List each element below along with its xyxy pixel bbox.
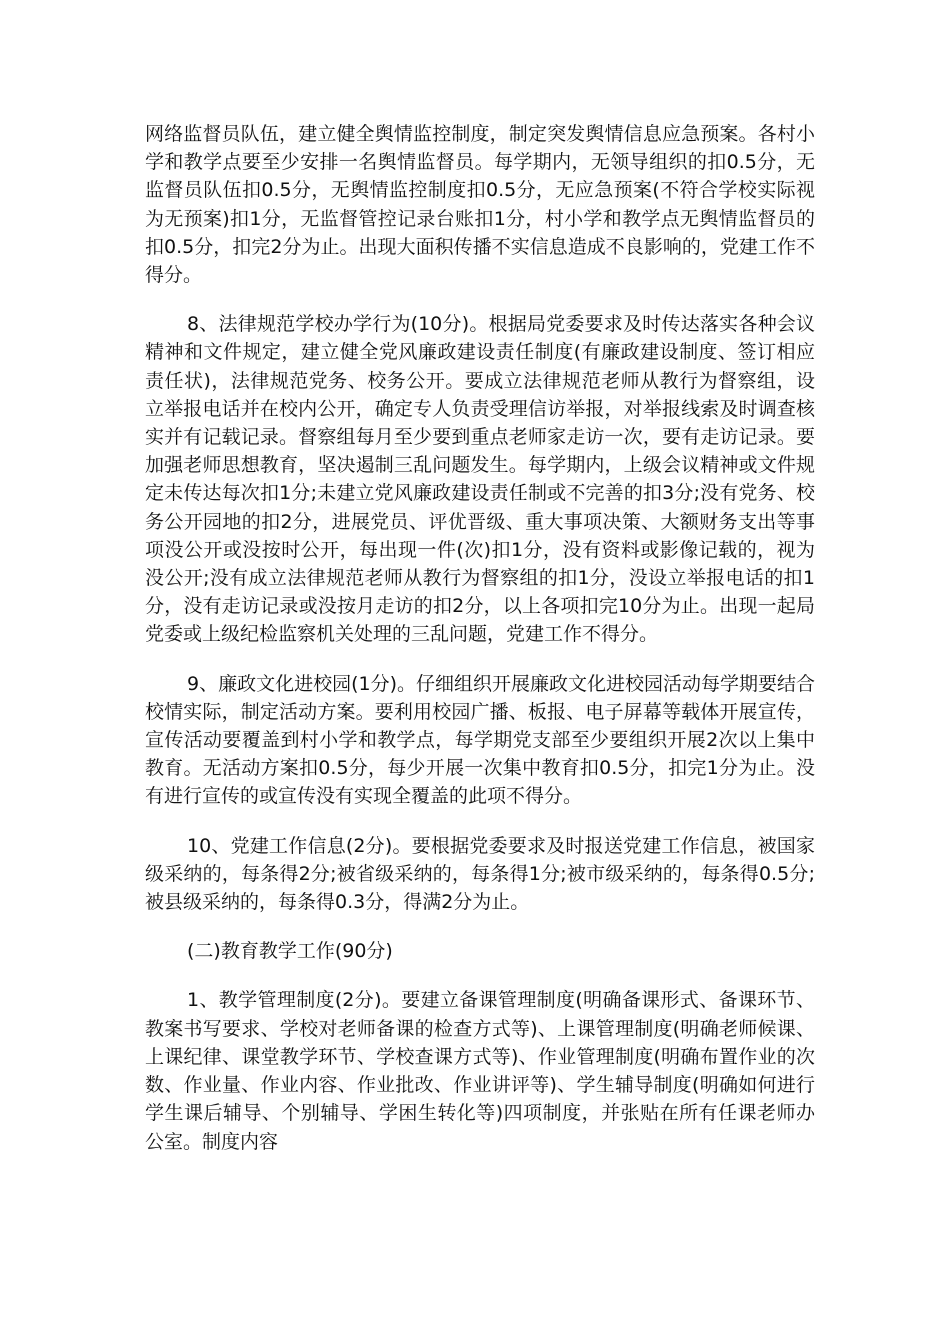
section-heading-education-work: (二)教育教学工作(90分) xyxy=(187,940,393,963)
paragraph-item-10-party-info: 10、党建工作信息(2分)。要根据党委要求及时报送党建工作信息，被国家级采纳的，每条得2分;被省级采纳的，每条得1分;被市级采纳的，每条得0.5分;被县级采纳的，每条得0.3分，得满2分为止。 xyxy=(145,834,815,914)
document-body xyxy=(145,120,815,1177)
paragraph-item-9-integrity-culture: 9、廉政文化进校园(1分)。仔细组织开展廉政文化进校园活动每学期要结合校情实际，制定活动方案。要利用校园广播、板报、电子屏幕等载体开展宣传，宣传活动要覆盖到村小学和教学点，每学期党支部至少要组织开展2次以上集中教育。无活动方案扣0.5分，每少开展一次集中教育扣0.5分，扣完1分为止。没有进行宣传的或宣传没有实现全覆盖的此项不得分。 xyxy=(145,672,816,808)
paragraph-1-continuation: 网络监督员队伍，建立健全舆情监控制度，制定突发舆情信息应急预案。各村小学和教学点要至少安排一名舆情监督员。每学期内，无领导组织的扣0.5分，无监督员队伍扣0.5分，无舆情监控制度扣0.5分，无应急预案(不符合学校实际视为无预案)扣1分，无监督管控记录台账扣1分，村小学和教学点无舆情监督员的扣0.5分，扣完2分为止。出现大面积传播不实信息造成不良影响的，党建工作不得分。 xyxy=(145,123,815,287)
paragraph-item-8-school-conduct: 8、法律规范学校办学行为(10分)。根据局党委要求及时传达落实各种会议精神和文件规定，建立健全党风廉政建设责任制度(有廉政建设制度、签订相应责任状)，法律规范党务、校务公开。要成立法律规范老师从教行为督察组，设立举报电话并在校内公开，确定专人负责受理信访举报，对举报线索及时调查核实并有记载记录。督察组每月至少要到重点老师家走访一次，要有走访记录。要加强老师思想教育，坚决遏制三乱问题发生。每学期内，上级会议精神或文件规定未传达每次扣1分;未建立党风廉政建设责任制或不完善的扣3分;没有党务、校务公开园地的扣2分，进展党员、评优晋级、重大事项决策、大额财务支出等事项没公开或没按时公开，每出现一件(次)扣1分，没有资料或影像记载的，视为没公开;没有成立法律规范老师从教行为督察组的扣1分，没设立举报电话的扣1分，没有走访记录或没按月走访的扣2分，以上各项扣完10分为止。出现一起局党委或上级纪检监察机关处理的三乱问题，党建工作不得分。 xyxy=(145,313,815,646)
paragraph-item-1-teaching-management: 1、教学管理制度(2分)。要建立备课管理制度(明确备课形式、备课环节、教案书写要求、学校对老师备课的检查方式等)、上课管理制度(明确老师候课、上课纪律、课堂教学环节、学校查课方式等)、作业管理制度(明确布置作业的次数、作业量、作业内容、作业批改、作业讲评等)、学生辅导制度(明确如何进行学生课后辅导、个别辅导、学困生转化等)四项制度，并张贴在所有任课老师办公室。制度内容 xyxy=(145,989,815,1153)
